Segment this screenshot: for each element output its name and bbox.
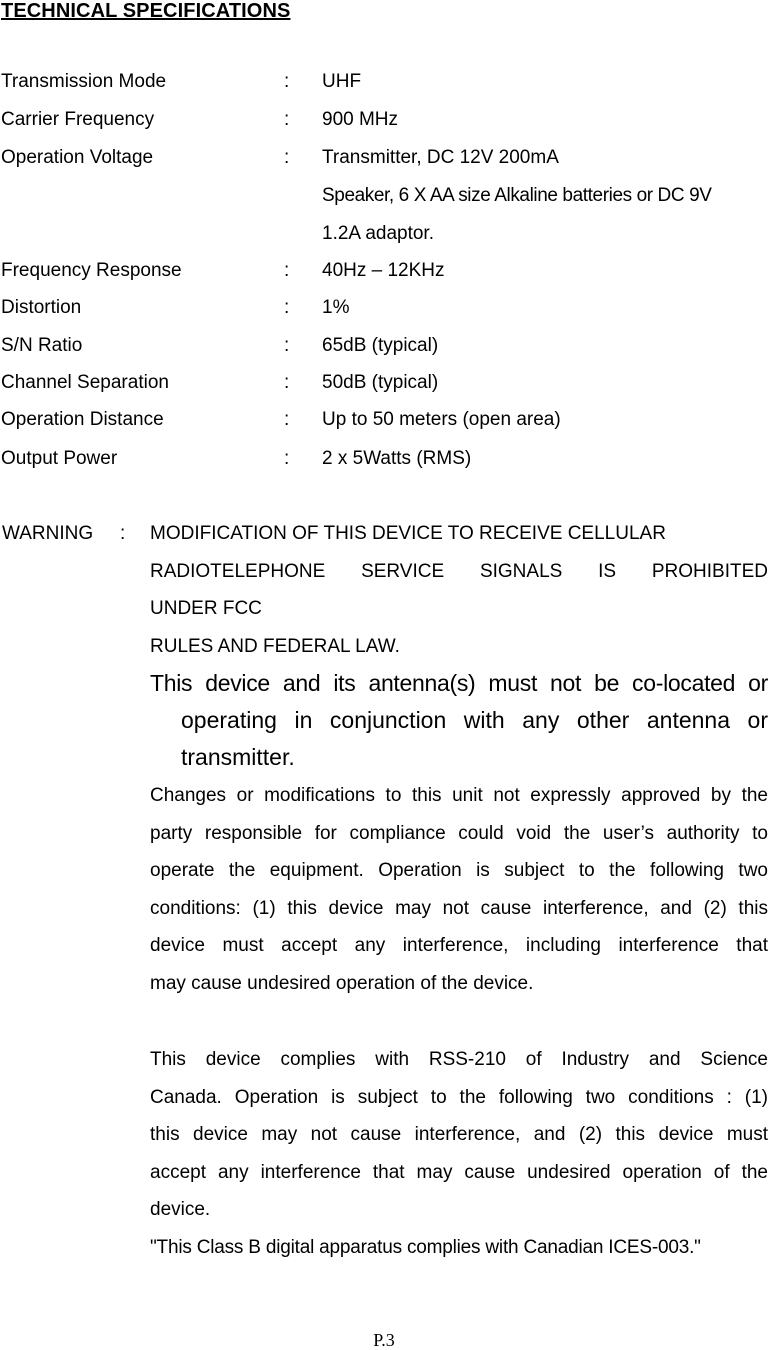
fcc-line: Changes or modifications to this unit not expressly approved by the (150, 785, 768, 806)
spec-colon: : (284, 335, 290, 356)
spec-label: Operation Voltage (1, 147, 154, 168)
antenna-line: operating in conjunction with any other antenna or (181, 707, 768, 733)
canada-line: This device complies with RSS-210 of Industry and Science (150, 1049, 768, 1070)
antenna-line: transmitter. (181, 744, 295, 770)
page-number: P.3 (373, 1330, 395, 1350)
spec-colon: : (284, 71, 290, 92)
warning-label: WARNING (2, 523, 94, 544)
canada-line: device. (150, 1199, 211, 1220)
spec-label: Operation Distance (1, 409, 164, 430)
warning-line: UNDER FCC (150, 598, 262, 619)
warning-text (150, 515, 768, 665)
spec-label: Distortion (1, 297, 82, 318)
warning-line: MODIFICATION OF THIS DEVICE TO RECEIVE CELLULAR (150, 523, 666, 544)
spec-label: Channel Separation (1, 372, 169, 393)
spec-colon: : (284, 147, 290, 168)
spec-value: Up to 50 meters (open area) (322, 409, 561, 430)
fcc-line: conditions: (1) this device may not cause interference, and (2) this (150, 897, 768, 919)
spec-value: 1.2A adaptor. (322, 223, 434, 244)
warning-colon: : (120, 523, 126, 544)
spec-label: Transmission Mode (1, 71, 167, 92)
spec-label: Carrier Frequency (1, 109, 155, 130)
fcc-line: operate the equipment. Operation is subject to the following two (150, 860, 768, 881)
ices-statement: "This Class B digital apparatus complies with Canadian ICES-003." (150, 1236, 701, 1258)
warning-line: RULES AND FEDERAL LAW. (150, 635, 400, 657)
canada-line: Canada. Operation is subject to the following two conditions : (1) (150, 1086, 768, 1108)
spec-value: 1% (322, 297, 350, 318)
spec-value: UHF (322, 71, 362, 92)
spec-colon: : (284, 372, 290, 393)
spec-value: 50dB (typical) (322, 372, 439, 393)
fcc-line: party responsible for compliance could void the user’s authority to (150, 822, 768, 844)
spec-value: 2 x 5Watts (RMS) (322, 448, 472, 469)
warning-line: RADIOTELEPHONE SERVICE SIGNALS IS PROHIBITED (150, 560, 768, 582)
spec-value: 65dB (typical) (322, 335, 439, 356)
spec-colon: : (284, 409, 290, 430)
spec-value: 900 MHz (322, 109, 399, 130)
spec-colon: : (284, 297, 290, 318)
fcc-paragraph (150, 777, 768, 1002)
spec-colon: : (284, 260, 290, 281)
spec-value: Speaker, 6 X AA size Alkaline batteries or DC 9V (322, 185, 712, 206)
spec-colon: : (284, 448, 290, 469)
spec-label: S/N Ratio (1, 335, 83, 356)
spec-label: Frequency Response (1, 260, 182, 281)
fcc-line: device must accept any interference, including interference that (150, 935, 768, 956)
spec-colon: : (284, 109, 290, 130)
canada-line: this device may not cause interference, and (2) this device must (150, 1124, 768, 1145)
spec-label: Output Power (1, 448, 118, 469)
spec-value: 40Hz – 12KHz (322, 260, 445, 281)
canada-line: accept any interference that may cause undesired operation of the (150, 1161, 768, 1183)
fcc-line: may cause undesired operation of the device. (150, 972, 534, 994)
section-title: TECHNICAL SPECIFICATIONS (1, 0, 291, 22)
spec-value: Transmitter, DC 12V 200mA (322, 147, 559, 168)
canada-paragraph (150, 1041, 768, 1266)
antenna-notice (150, 665, 768, 776)
antenna-line: This device and its antenna(s) must not be co-located or (150, 670, 768, 696)
